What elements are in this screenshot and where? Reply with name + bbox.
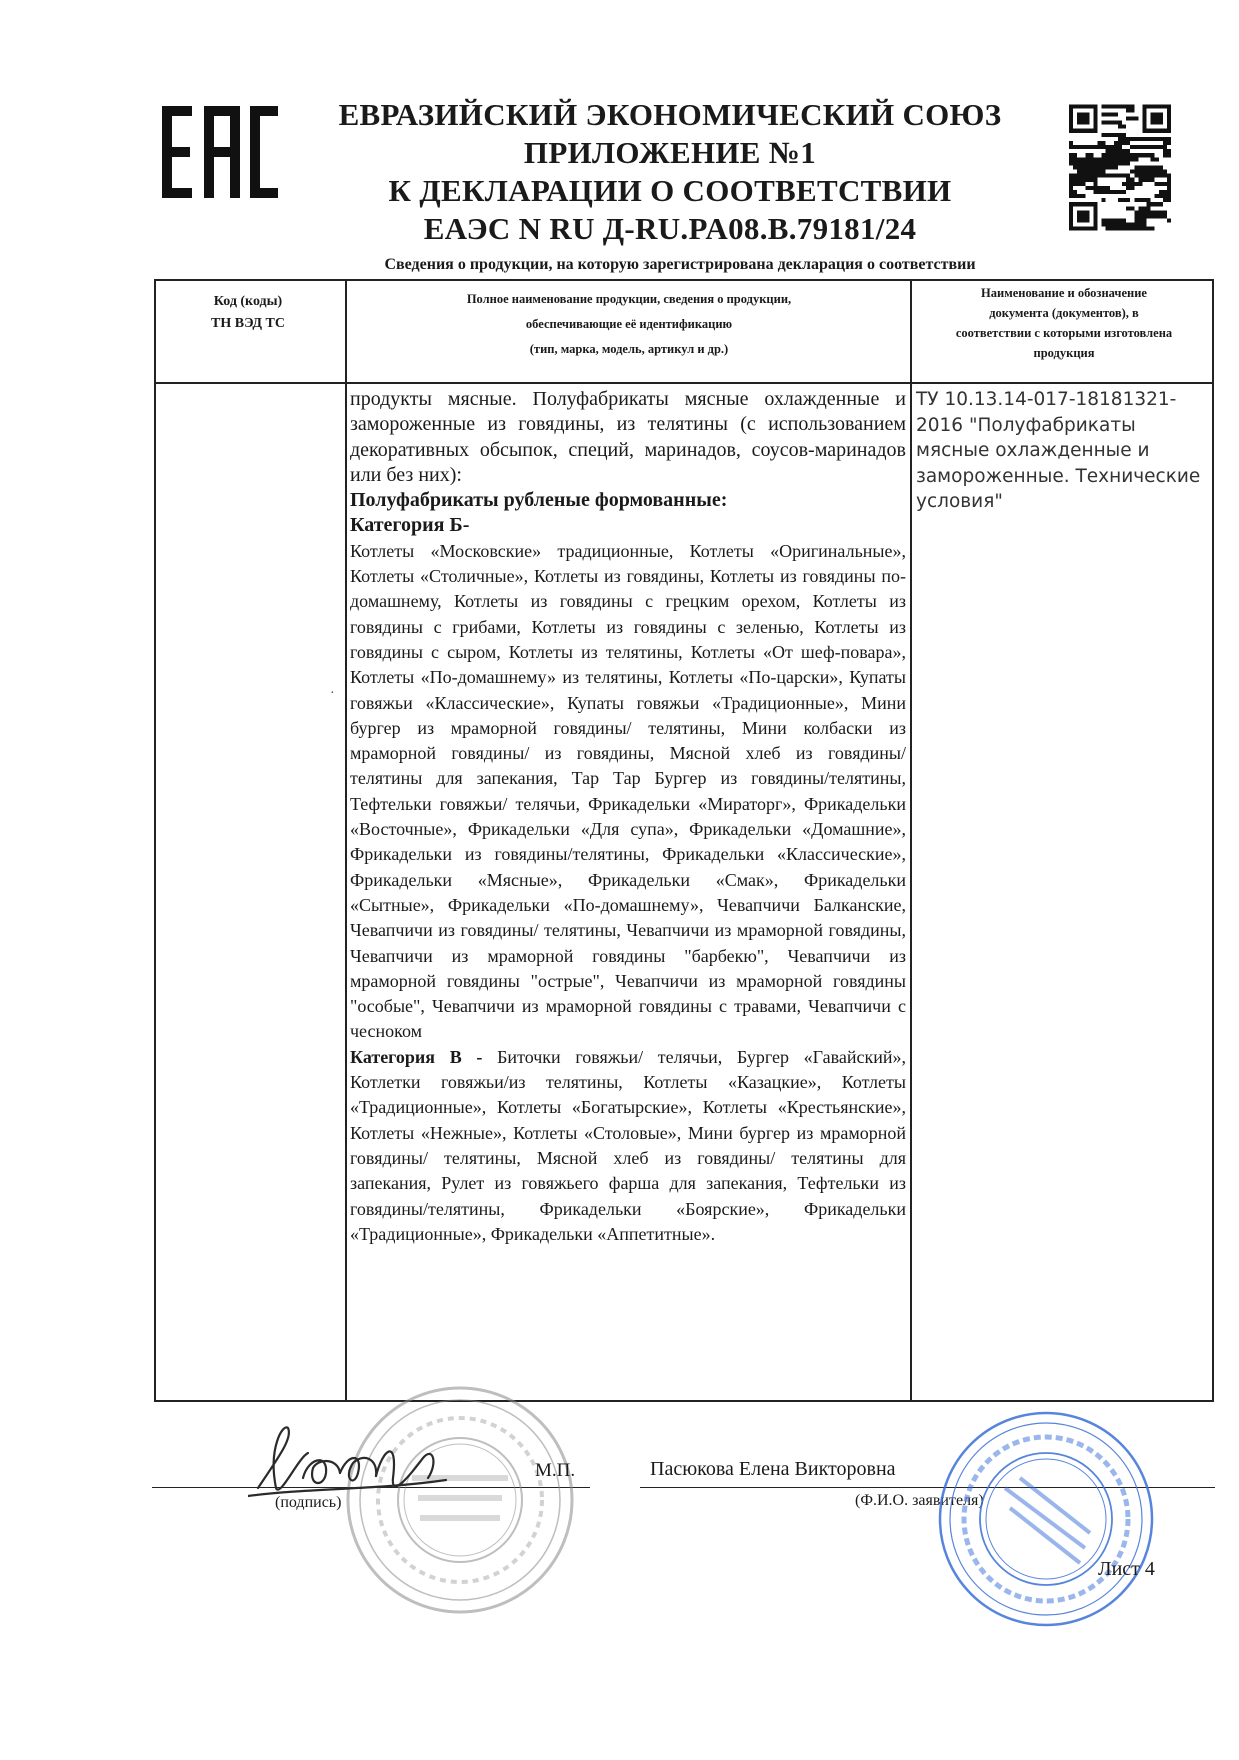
- category-b-items: Котлеты «Московские» традиционные, Котлеты «Оригинальные», Котлеты «Столичные», Котлеты из говядины, Котлеты из говядины по-домашнему, Котлеты из говядины с грецким орехом, Котлеты из говядины с грибами, Котлеты из говядины с зеленью, Котлеты из говядины с сыром, Котлеты из телятины, Котлеты «От шеф-повара», Котлеты «По-домашнему» из телятины, Котлеты «По-царски», Купаты говяжьи «Классические», Купаты говяжьи «Традиционные», Мини бургер из мраморной говядины/ телятины, Мини колбаски из мраморной говядины/ из говядины, Мясной хлеб из говядины/ телятины для запекания, Тар Тар Бургер из говядины/телятины, Тефтельки говяжьи/ телячьи, Фрикадельки «Мираторг», Фрикадельки «Восточные», Фрикадельки «Для супа», Фрикадельки «Домашние», Фрикадельки из говядины/телятины, Фрикадельки «Классические», Фрикадельки «Мясные», Фрикадельки «Смак», Фрикадельки «Сытные», Фрикадельки «По-домашнему», Чевапчичи Балканские, Чевапчичи из говядины/ телятины, Чевапчичи из мраморной говядины, Чевапчичи из мраморной говядины "барбекю", Чевапчичи из мраморной говядины "острые", Чевапчичи из мраморной говядины "особые", Чевапчичи из мраморной говядины с травами, Чевапчичи с чесноком: [350, 540, 906, 1042]
- header-line-2: ПРИЛОЖЕНИЕ №1: [523, 135, 817, 170]
- col-header-document-line4: продукция: [1033, 346, 1095, 360]
- category-v: [350, 1045, 906, 1247]
- col-header-code: [154, 291, 342, 335]
- category-v-title: Категория В -: [350, 1046, 483, 1067]
- category-b-title: [350, 513, 906, 538]
- col-header-code-line2: ТН ВЭД ТС: [211, 316, 285, 331]
- applicant-name-label: (Ф.И.О. заявителя): [855, 1492, 984, 1509]
- header-line-3: К ДЕКЛАРАЦИИ О СООТВЕТСТВИИ: [388, 173, 952, 208]
- col-header-product-line3: (тип, марка, модель, артикул и др.): [529, 342, 729, 356]
- group-title-text: Полуфабрикаты рубленые формованные:: [350, 489, 728, 512]
- col-header-code-line1: Код (коды): [213, 294, 283, 309]
- product-table: [154, 279, 1214, 1402]
- category-b-title-text: Категория Б-: [350, 514, 470, 537]
- eac-logo: [160, 102, 280, 202]
- col-header-document-line3: соответствии с которыми изготовлена: [955, 326, 1173, 340]
- col-header-product-line2: обеспечивающие её идентификацию: [525, 317, 733, 331]
- col-header-document-line2: документа (документов), в: [989, 306, 1139, 320]
- stray-mark: ·: [330, 686, 335, 701]
- col-header-product: [348, 287, 910, 362]
- sheet-number: Лист 4: [1098, 1558, 1155, 1580]
- category-v-items: Биточки говяжьи/ телячьи, Бургер «Гавайский», Котлетки говяжьи/из телятины, Котлеты «Казацкие», Котлеты «Традиционные», Котлеты «Богатырские», Котлеты «Крестьянские», Котлеты «Нежные», Котлеты «Столовые», Мини бургер из мраморной говядины/ телятины, Мясной хлеб из говядины/ телятины для запекания, Рулет из говяжьего фарша для запекания, Тефтельки из говядины/телятины, Фрикадельки «Боярские», Фрикадельки «Традиционные», Фрикадельки «Аппетитные».: [350, 1046, 907, 1244]
- col-header-document-line1: Наименование и обозначение: [981, 286, 1147, 300]
- table-caption: Сведения о продукции, на которую зарегистрирована декларация о соответствии: [384, 256, 976, 273]
- group-title: [350, 488, 906, 513]
- header-line-4: ЕАЭС N RU Д-RU.PA08.B.79181/24: [423, 211, 917, 246]
- header-line-1: ЕВРАЗИЙСКИЙ ЭКОНОМИЧЕСКИЙ СОЮЗ: [338, 97, 1002, 132]
- signature-label: (подпись): [275, 1494, 342, 1511]
- standard-document: ТУ 10.13.14-017-18181321-2016 "Полуфабрикаты мясные охлажденные и замороженные. Технические условия": [916, 389, 1201, 512]
- header-title: [300, 96, 1040, 248]
- applicant-name: Пасюкова Елена Викторовна: [650, 1458, 896, 1480]
- qr-code-icon: [1069, 104, 1171, 231]
- product-intro: продукты мясные. Полуфабрикаты мясные охлажденные и замороженные из говядины, из телятины (с использованием декоративных обсыпок, специй, маринадов, соусов-маринадов или без них):: [350, 388, 906, 486]
- col-header-product-line1: Полное наименование продукции, сведения о продукции,: [466, 292, 792, 306]
- certification-seal-stamp: [935, 1408, 1157, 1630]
- product-description: [350, 387, 906, 1247]
- stamp-place-label: М.П.: [535, 1460, 576, 1481]
- col-header-document: [916, 283, 1212, 363]
